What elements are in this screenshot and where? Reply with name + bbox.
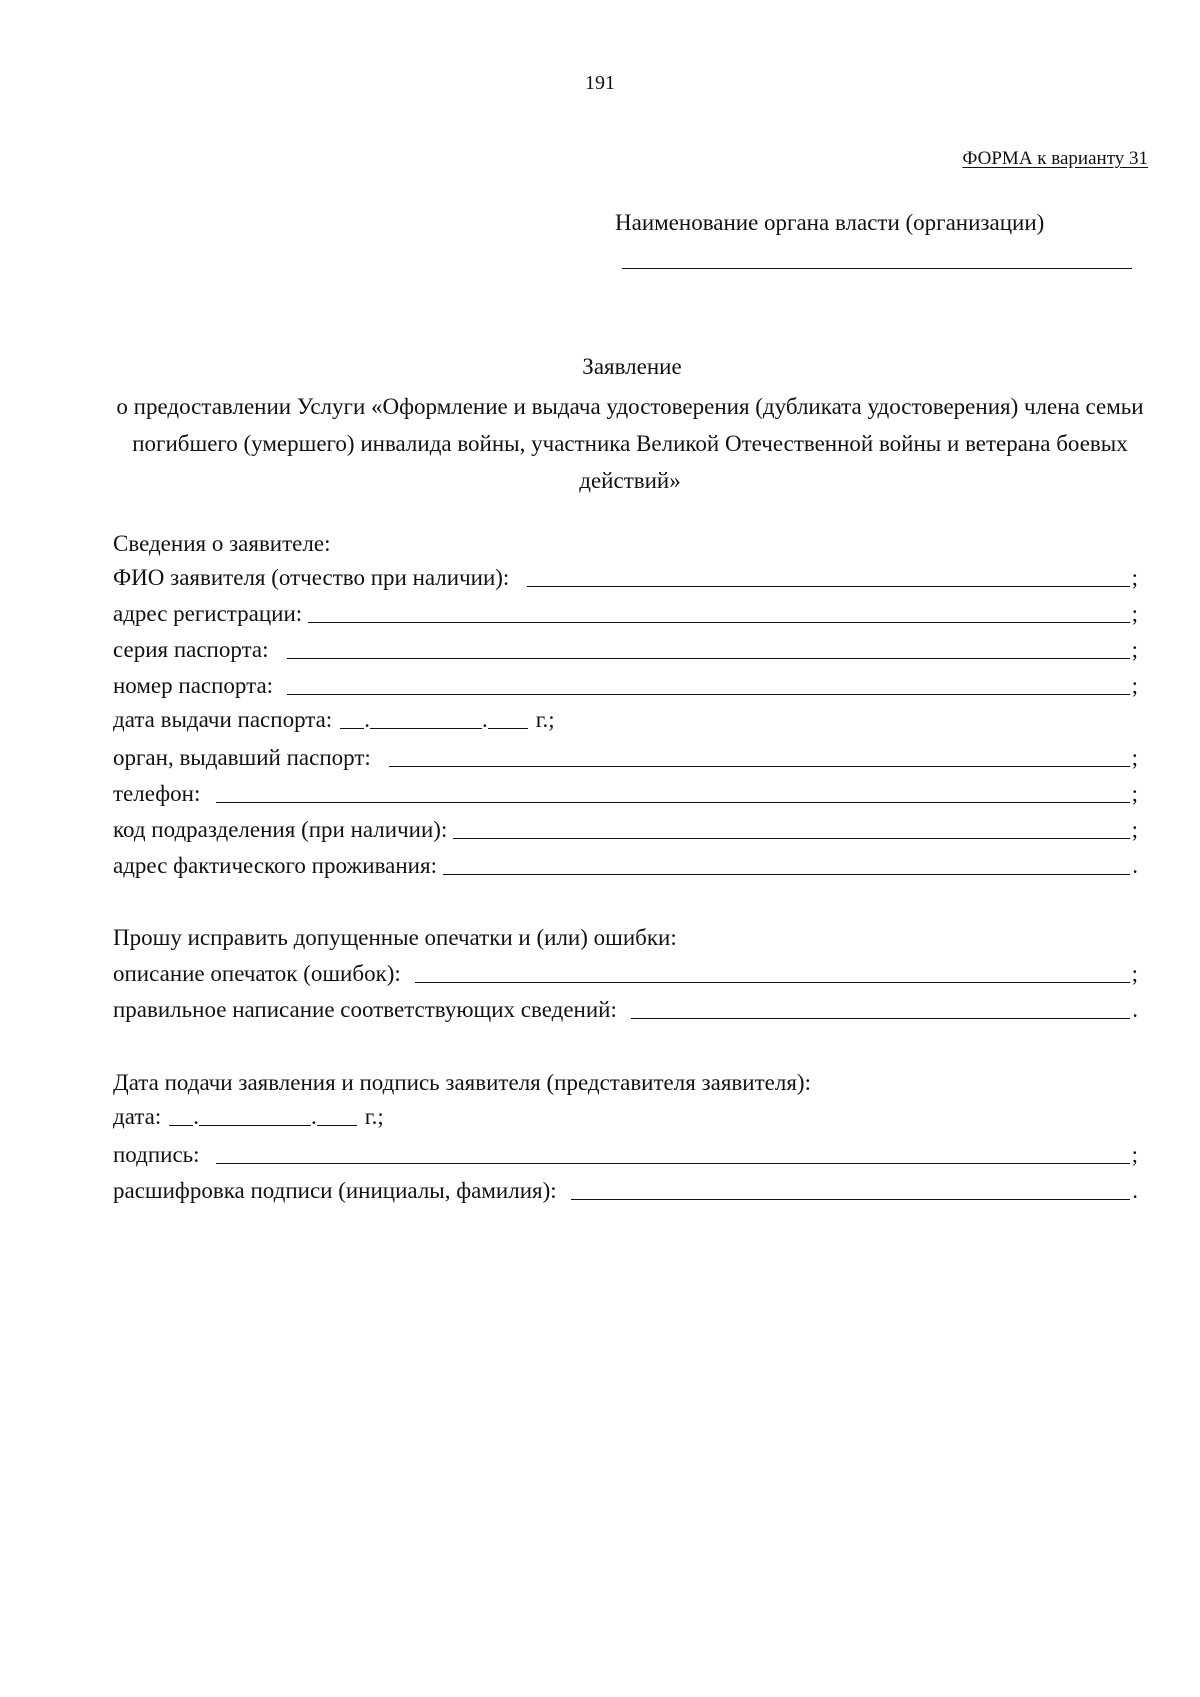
submission-date-sep2: .	[311, 1104, 317, 1129]
fio-field	[113, 562, 1138, 592]
submission-year-blank[interactable]	[317, 1103, 357, 1126]
document-subtitle: о предоставлении Услуги «Оформление и выдача удостоверения (дубликата удостоверения) члена семьи погибшего (умершего) инвалида войны, участника Великой Отечественной войны и ветерана боевых действий»	[116, 394, 1144, 493]
errors-description-end: ;	[1131, 961, 1138, 986]
passport-issuer-label: орган, выдавший паспорт:	[113, 745, 371, 770]
correct-spelling-end: .	[1132, 997, 1138, 1022]
signature-input-line[interactable]	[216, 1141, 1130, 1164]
actual-address-label: адрес фактического проживания:	[113, 853, 437, 878]
division-code-end: ;	[1131, 817, 1138, 842]
submission-month-blank[interactable]	[199, 1103, 311, 1126]
errors-description-input-line[interactable]	[415, 960, 1130, 983]
signature-decoding-label: расшифровка подписи (инициалы, фамилия):	[113, 1178, 557, 1203]
document-title: Заявление	[582, 354, 682, 379]
actual-address-input-line[interactable]	[443, 852, 1130, 875]
correct-spelling-field	[113, 994, 1138, 1024]
registration-address-field	[113, 598, 1138, 628]
registration-address-label: адрес регистрации:	[113, 601, 303, 626]
registration-address-input-line[interactable]	[308, 600, 1129, 623]
actual-address-end: .	[1132, 853, 1138, 878]
passport-number-end: ;	[1131, 673, 1138, 698]
corrections-section-heading: Прошу исправить допущенные опечатки и (или) ошибки:	[113, 925, 677, 950]
authority-title: Наименование органа власти (организации)	[615, 210, 1045, 235]
passport-issue-date-end: г.;	[535, 707, 555, 732]
page-number: 191	[585, 72, 615, 94]
passport-number-input-line[interactable]	[287, 672, 1130, 695]
division-code-input-line[interactable]	[453, 816, 1129, 839]
authority-input-line[interactable]	[622, 268, 1132, 269]
actual-address-field	[113, 850, 1138, 880]
passport-issue-date-sep1: .	[364, 707, 370, 732]
phone-end: ;	[1131, 781, 1138, 806]
passport-series-label: серия паспорта:	[113, 637, 269, 662]
signature-end: ;	[1131, 1142, 1138, 1167]
errors-description-field	[113, 958, 1138, 988]
passport-series-end: ;	[1131, 637, 1138, 662]
passport-series-field	[113, 634, 1138, 664]
fio-input-line[interactable]	[527, 564, 1129, 587]
passport-issue-day-blank[interactable]	[340, 706, 364, 729]
correct-spelling-input-line[interactable]	[631, 996, 1130, 1019]
form-variant-label: ФОРМА к варианту 31	[962, 148, 1148, 169]
phone-label: телефон:	[113, 781, 201, 806]
submission-date-label: дата:	[113, 1104, 162, 1129]
signature-label: подпись:	[113, 1142, 200, 1167]
passport-issue-date-label: дата выдачи паспорта:	[113, 707, 333, 732]
passport-issue-year-blank[interactable]	[488, 706, 528, 729]
signature-decoding-field	[113, 1175, 1138, 1205]
submission-date-field	[113, 1103, 384, 1131]
correct-spelling-label: правильное написание соответствующих сведений:	[113, 997, 617, 1022]
signature-section-heading: Дата подачи заявления и подпись заявителя (представителя заявителя):	[113, 1070, 811, 1095]
passport-number-field	[113, 670, 1138, 700]
passport-issue-date-sep2: .	[481, 707, 488, 732]
errors-description-label: описание опечаток (ошибок):	[113, 961, 401, 986]
registration-address-end: ;	[1131, 601, 1138, 626]
division-code-field	[113, 814, 1138, 844]
fio-label: ФИО заявителя (отчество при наличии):	[113, 565, 510, 590]
signature-decoding-input-line[interactable]	[571, 1177, 1131, 1200]
passport-series-input-line[interactable]	[287, 636, 1130, 659]
passport-issuer-end: ;	[1131, 745, 1138, 770]
submission-date-sep1: .	[193, 1104, 199, 1129]
passport-issuer-field	[113, 742, 1138, 772]
division-code-label: код подразделения (при наличии):	[113, 817, 448, 842]
signature-field	[113, 1139, 1138, 1169]
passport-number-label: номер паспорта:	[113, 673, 274, 698]
submission-day-blank[interactable]	[169, 1103, 193, 1126]
passport-issue-date-field	[113, 706, 555, 734]
applicant-section-heading: Сведения о заявителе:	[113, 531, 331, 556]
signature-decoding-end: .	[1132, 1178, 1138, 1203]
fio-end: ;	[1131, 565, 1138, 590]
submission-date-end: г.;	[364, 1104, 384, 1129]
phone-field	[113, 778, 1138, 808]
passport-issue-month-blank[interactable]	[370, 706, 482, 729]
passport-issuer-input-line[interactable]	[389, 744, 1130, 767]
phone-input-line[interactable]	[216, 780, 1129, 803]
